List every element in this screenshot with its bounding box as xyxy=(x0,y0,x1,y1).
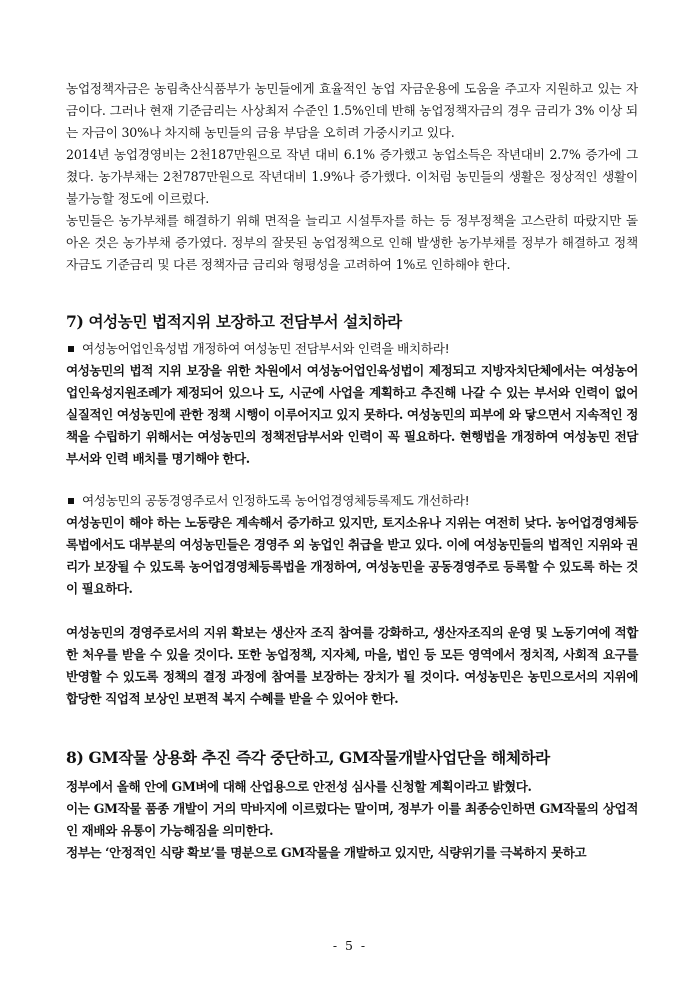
section-8-line-2: 이는 GM작물 품종 개발이 거의 막바지에 이르렀다는 말이며, 정부가 이를 최종승인하면 GM작물의 상업적인 재배와 유통이 가능해짐을 의미한다. xyxy=(66,801,638,838)
section-7-bullet-2 xyxy=(66,490,638,512)
bullet-1-text: 여성농어업인육성법 개정하여 여성농민 전담부서와 인력을 배치하라! xyxy=(82,341,450,356)
intro-paragraph-1: 농업정책자금은 농림축산식품부가 농민들에게 효율적인 농업 자금운용에 도움을 주고자 지원하고 있는 자금이다. 그러나 현재 기준금리는 사상최저 수준인 1.5%인데 반해 농업정책자금의 경우 금리가 3% 이상 되는 자금이 30%나 차지해 농민들의 금융 부담을 오히려 가중시키고 있다. xyxy=(66,81,638,140)
section-7-paragraph-1: 여성농민의 법적 지위 보장을 위한 차원에서 여성농어업인육성법이 제정되고 지방자치단체에서는 여성농어업인육성지원조례가 제정되어 있으나 도, 시군에 사업을 계획하고 추진해 나갈 수 있는 부서와 인력이 없어 실질적인 여성농민에 관한 정책 시행이 이루어지고 있지 못하다. 여성농민의 피부에 와 닿으면서 지속적인 정책을 수립하기 위해서는 여성농민의 정책전담부서와 인력이 꼭 필요하다. 현행법을 개정하여 여성농민 전담부서와 인력 배치를 명기해야 한다. xyxy=(66,363,638,466)
square-bullet-icon xyxy=(68,346,74,352)
section-7-bullet-1 xyxy=(66,338,638,360)
intro-paragraph-3: 농민들은 농가부채를 해결하기 위해 면적을 늘리고 시설투자를 하는 등 정부정책을 고스란히 따랐지만 돌아온 것은 농가부채 증가였다. 정부의 잘못된 농업정책으로 인해 발생한 농가부채를 정부가 해결하고 정책자금도 기준금리 및 다른 정책자금 금리와 형평성을 고려하여 1%로 인하해야 한다. xyxy=(66,213,638,272)
intro-paragraph-2: 2014년 농업경영비는 2천187만원으로 작년 대비 6.1% 증가했고 농업소득은 작년대비 2.7% 증가에 그쳤다. 농가부채는 2천787만원으로 작년대비 1.9%나 증가했다. 이처럼 농민들의 생활은 정상적인 생활이 불가능할 정도에 이르렀다. xyxy=(66,147,638,206)
section-8-line-1: 정부에서 올해 안에 GM벼에 대해 산업용으로 안전성 심사를 신청할 계획이라고 밝혔다. xyxy=(66,779,532,794)
document-body xyxy=(66,78,638,864)
section-8-heading: 8) GM작물 상용화 추진 즉각 중단하고, GM작물개발사업단을 해체하라 xyxy=(66,748,550,767)
square-bullet-icon xyxy=(68,498,74,504)
bullet-2-text: 여성농민의 공동경영주로서 인정하도록 농어업경영체등록제도 개선하라! xyxy=(82,493,470,508)
page-number: - 5 - xyxy=(332,938,368,953)
section-7-paragraph-2: 여성농민이 해야 하는 노동량은 계속해서 증가하고 있지만, 토지소유나 지위는 여전히 낮다. 농어업경영체등록법에서도 대부분의 여성농민들은 경영주 외 농업인 취급을 받고 있다. 이에 여성농민들의 법적인 지위와 권리가 보장될 수 있도록 농어업경영체등록법을 개정하여, 여성농민을 공동경영주로 등록할 수 있도록 하는 것이 필요하다. xyxy=(66,515,638,596)
section-8-line-3: 정부는 ‘안정적인 식량 확보’를 명분으로 GM작물을 개발하고 있지만, 식량위기를 극복하지 못하고 xyxy=(66,845,587,860)
section-7-paragraph-3: 여성농민의 경영주로서의 지위 확보는 생산자 조직 참여를 강화하고, 생산자조직의 운영 및 노동기여에 적합한 처우를 받을 수 있을 것이다. 또한 농업정책, 지자체, 마을, 법인 등 모든 영역에서 정치적, 사회적 요구를 반영할 수 있도록 정책의 결정 과정에 참여를 보장하는 장치가 될 것이다. 여성농민은 농민으로서의 지위에 합당한 직업적 보상인 보편적 복지 수혜를 받을 수 있어야 한다. xyxy=(66,625,638,706)
section-7-heading: 7) 여성농민 법적지위 보장하고 전담부서 설치하라 xyxy=(66,312,402,331)
